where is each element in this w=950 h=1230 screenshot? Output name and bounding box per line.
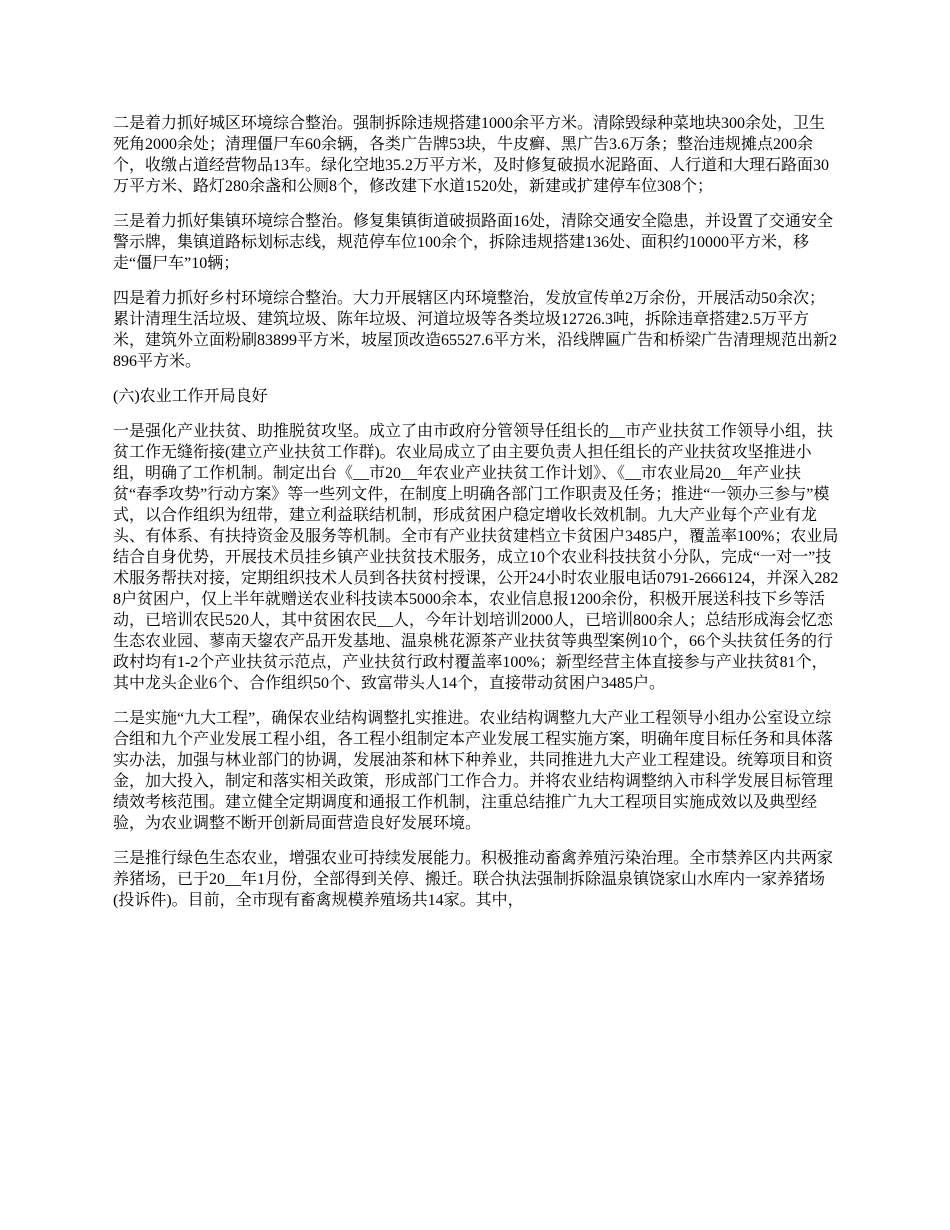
- paragraph-green-agriculture: 三是推行绿色生态农业，增强农业可持续发展能力。积极推动畜禽养殖污染治理。全市禁养区内共两家养猪场，已于20__年1月份，全部得到关停、搬迁。联合执法强制拆除温泉镇饶家山水库内一家养猪场(投诉件)。目前，全市现有畜禽规模养殖场共14家。其中，: [113, 850, 834, 909]
- paragraph-nine-projects: 二是实施“九大工程”，确保农业结构调整扎实推进。农业结构调整九大产业工程领导小组办公室设立综合组和九个产业发展工程小组，各工程小组制定本产业发展工程实施方案，明确年度目标任务和具体落实办法，加强与林业部门的协调，发展油茶和林下种养业，共同推进九大产业工程建设。统筹项目和资金，加大投入，制定和落实相关政策，形成部门工作合力。并将农业结构调整纳入市科学发展目标管理绩效考核范围。建立健全定期调度和通报工作机制，注重总结推广九大工程项目实施成效以及典型经验，为农业调整不断开创新局面营造良好发展环境。: [113, 710, 834, 832]
- document-page: [113, 113, 840, 925]
- paragraph-poverty-alleviation: 一是强化产业扶贫、助推脱贫攻坚。成立了由市政府分管领导任组长的__市产业扶贫工作领导小组，扶贫工作无缝衔接(建立产业扶贫工作群)。农业局成立了由主要负责人担任组长的产业扶贫攻坚推进小组，明确了工作机制。制定出台《__市20__年农业产业扶贫工作计划》、《__市农业局20__年产业扶贫“春季攻势”行动方案》等一些列文件，在制度上明确各部门工作职责及任务；推进“一领办三参与”模式，以合作组织为纽带，建立利益联结机制，形成贫困户稳定增收长效机制。九大产业每个产业有龙头、有体系、有扶持资金及服务等机制。全市有产业扶贫建档立卡贫困户3485户，覆盖率100%；农业局结合自身优势，开展技术员挂乡镇产业扶贫技术服务，成立10个农业科技扶贫小分队，完成“一对一”技术服务帮扶对接，定期组织技术人员到各扶贫村授课，公开24小时农业服电话0791-2666124，并深入2828户贫困户，仅上半年就赠送农业科技读本5000余本，农业信息报1200余份，积极开展送科技下乡等活动，已培训农民520人，其中贫困农民__人，今年计划培训2000人，已培训800余人；总结形成海会忆恋生态农业园、蓼南天鋆农产品开发基地、温泉桃花源茶产业扶贫等典型案例10个，66个头扶贫任务的行政村均有1-2个产业扶贫示范点，产业扶贫行政村覆盖率100%；新型经营主体直接参与产业扶贫81个，其中龙头企业6个、合作组织50个、致富带头人14个，直接带动贫困户3485户。: [113, 423, 839, 692]
- paragraph-urban-renovation: 二是着力抓好城区环境综合整治。强制拆除违规搭建1000余平方米。清除毁绿种菜地块300余处，卫生死角2000余处；清理僵尸车60余辆，各类广告牌53块，牛皮癣、黑广告3.6万条；整治违规摊点200余个，收缴占道经营物品13车。绿化空地35.2万平方米，及时修复破损水泥路面、人行道和大理石路面30万平方米、路灯280余盏和公厕8个，修改建下水道1520处，新建或扩建停车位308个；: [113, 115, 830, 195]
- paragraph-town-renovation: 三是着力抓好集镇环境综合整治。修复集镇街道破损路面16处，清除交通安全隐患，并设置了交通安全警示牌，集镇道路标划标志线，规范停车位100余个，拆除违规搭建136处、面积约10000平方米，移走“僵尸车”10辆；: [113, 213, 834, 272]
- section-heading-agriculture: (六)农业工作开局良好: [113, 388, 268, 405]
- paragraph-village-renovation: 四是着力抓好乡村环境综合整治。大力开展辖区内环境整治，发放宣传单2万余份，开展活动50余次；累计清理生活垃圾、建筑垃圾、陈年垃圾、河道垃圾等各类垃圾12726.3吨，拆除违章搭建2.5万平方米，建筑外立面粉刷83899平方米，坡屋顶改造65527.6平方米，沿线牌匾广告和桥梁广告清理规范出新2896平方米。: [113, 290, 838, 370]
